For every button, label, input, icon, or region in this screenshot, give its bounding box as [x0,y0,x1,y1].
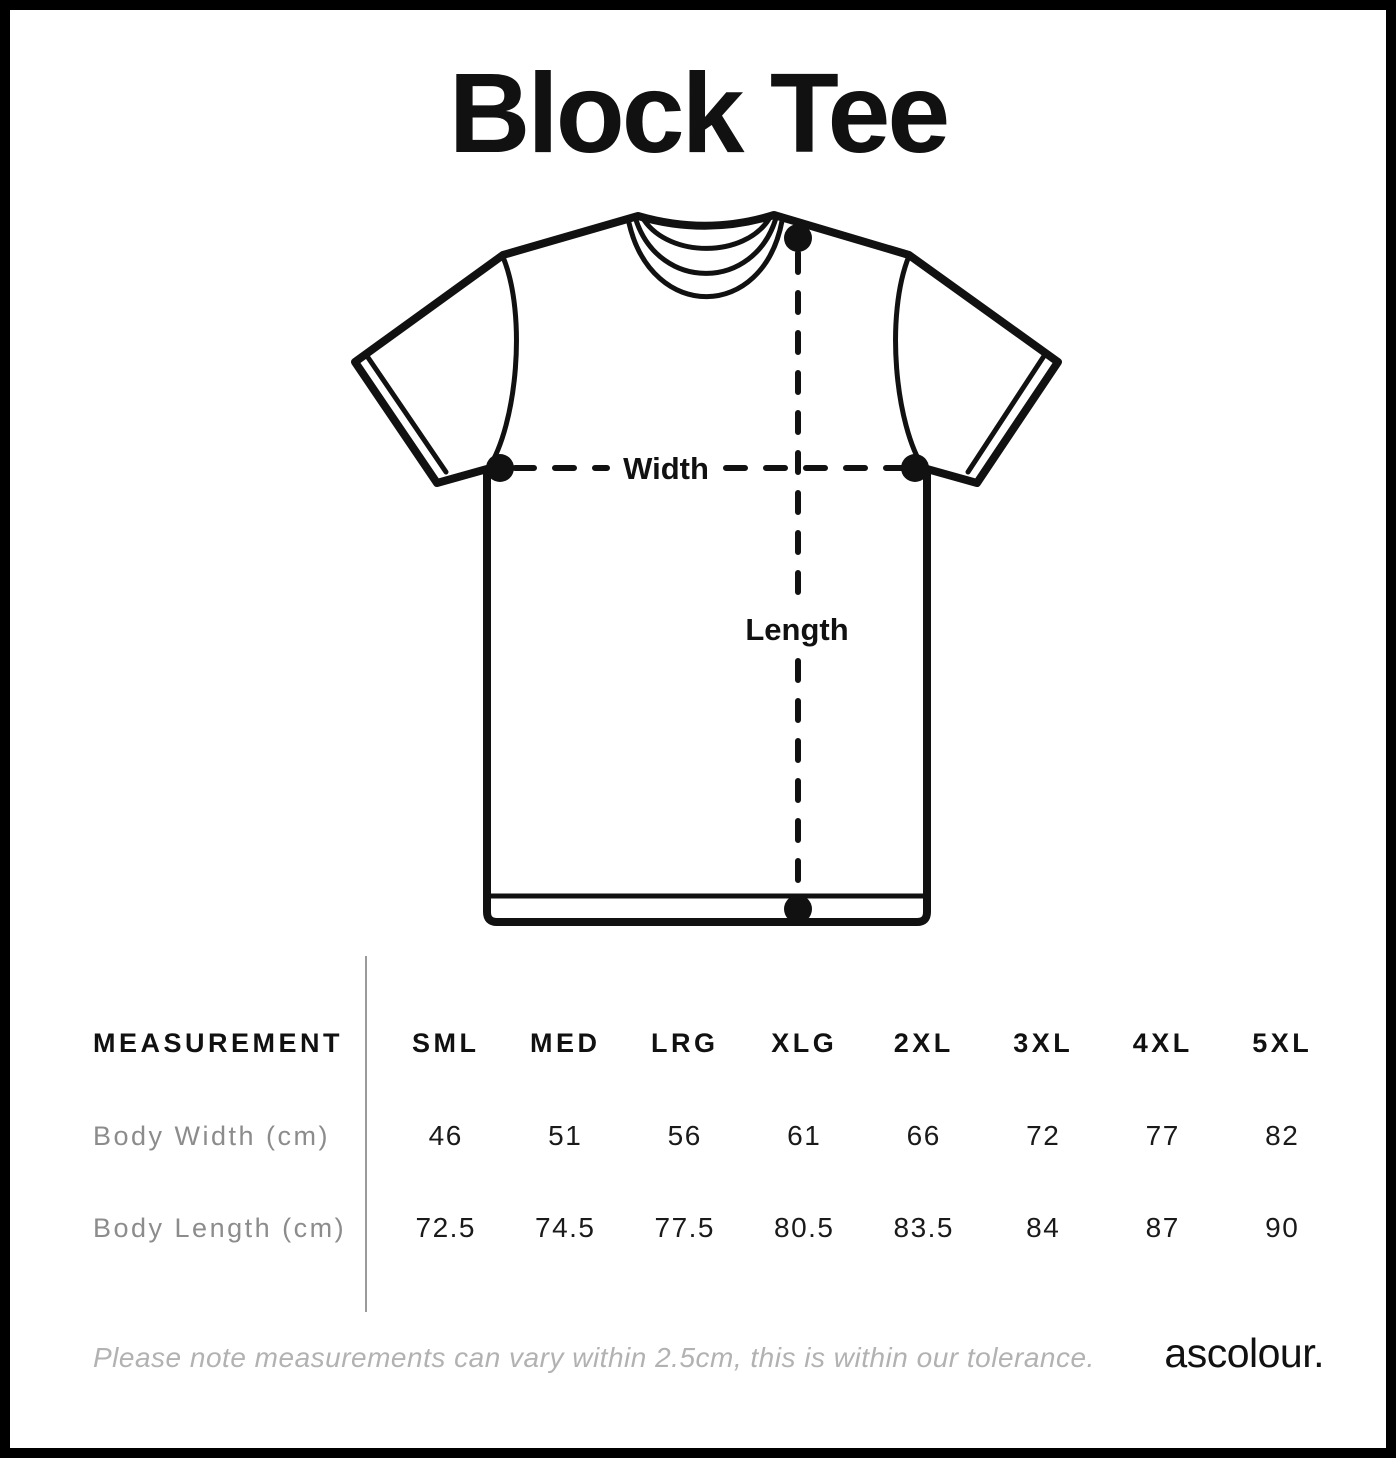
tee-diagram [320,180,1100,960]
body-length-value: 72.5 [415,1212,476,1243]
body-width-value: 46 [428,1120,463,1151]
table-row-body-width [93,1113,1353,1159]
brand-logo: ascolour. [1164,1330,1324,1376]
length-label: Length [745,612,849,647]
table-header-row [93,1020,1353,1066]
tolerance-note: Please note measurements can vary within 2.5cm, this is within our tolerance. [93,1342,1095,1373]
body-width-value: 61 [787,1120,822,1151]
measurement-header: MEASUREMENT [93,1027,344,1058]
measure-dot-shoulder [784,224,812,252]
size-header: 2XL [893,1027,954,1058]
body-length-value: 74.5 [535,1212,596,1243]
measure-dot-hem [784,895,812,923]
row-label: Body Width (cm) [93,1120,331,1151]
size-header: 4XL [1132,1027,1193,1058]
measure-dot-left-armpit [486,454,514,482]
body-width-value: 56 [667,1120,702,1151]
body-width-value: 72 [1026,1120,1061,1151]
size-header: 5XL [1252,1027,1313,1058]
body-width-value: 77 [1145,1120,1180,1151]
body-length-value: 90 [1265,1212,1300,1243]
body-length-value: 77.5 [654,1212,715,1243]
size-header: 3XL [1013,1027,1074,1058]
body-length-value: 83.5 [893,1212,954,1243]
page-title: Block Tee [448,50,948,176]
width-label: Width [623,451,709,486]
body-width-value: 66 [906,1120,941,1151]
tee-outline [355,215,1058,922]
body-length-value: 84 [1026,1212,1061,1243]
measure-dot-right-armpit [901,454,929,482]
size-header: MED [530,1027,601,1058]
body-length-value: 80.5 [774,1212,835,1243]
row-label: Body Length (cm) [93,1212,347,1243]
body-width-value: 51 [548,1120,583,1151]
body-length-value: 87 [1145,1212,1180,1243]
size-header: LRG [651,1027,719,1058]
size-header: SML [412,1027,480,1058]
size-header: XLG [771,1027,838,1058]
table-row-body-length [93,1205,1353,1251]
body-width-value: 82 [1265,1120,1300,1151]
